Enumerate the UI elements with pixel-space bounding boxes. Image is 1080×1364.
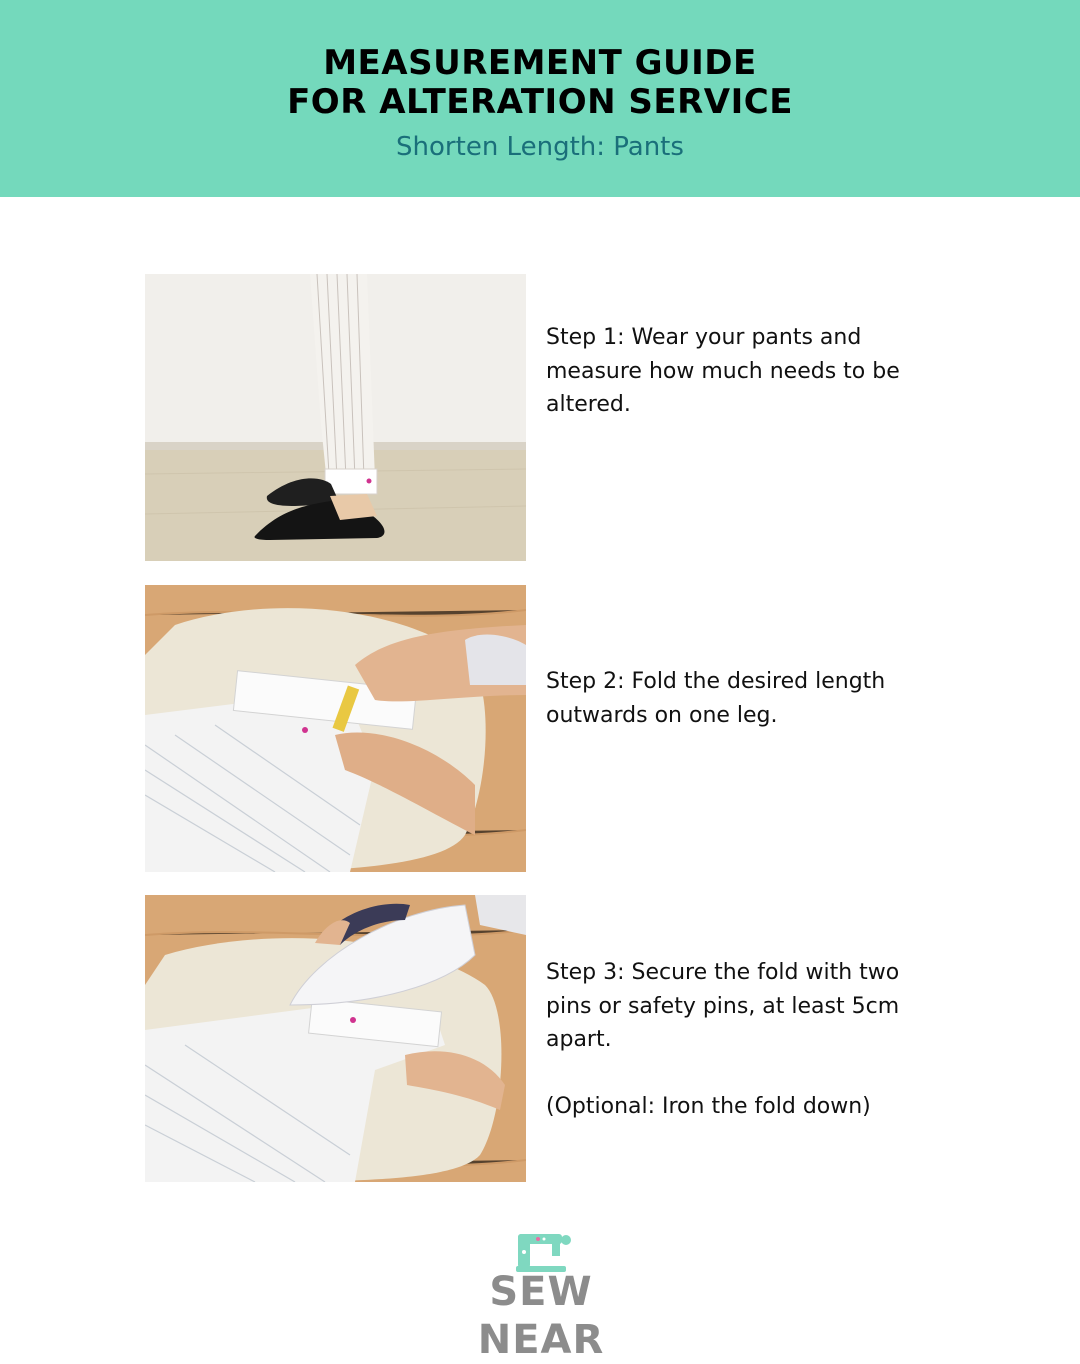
step-3-note: (Optional: Iron the fold down)	[546, 1093, 871, 1119]
step-1-text	[546, 321, 946, 422]
step-3-photo	[145, 895, 526, 1182]
sew-near-logo	[430, 1228, 652, 1363]
title-line-2: FOR ALTERATION SERVICE	[287, 82, 793, 122]
step-3-instruction: Step 3: Secure the fold with two pins or safety pins, at least 5cm apart.	[546, 960, 900, 1052]
page-title	[0, 44, 1080, 122]
step-2-instruction: Step 2: Fold the desired length outwards on one leg.	[546, 669, 886, 728]
step-2-photo	[145, 585, 526, 872]
step-3-text	[546, 956, 946, 1123]
title-line-1: MEASUREMENT GUIDE	[323, 43, 757, 83]
step-2-text	[546, 665, 946, 732]
step-1-instruction: Step 1: Wear your pants and measure how much needs to be altered.	[546, 325, 900, 417]
page-subtitle: Shorten Length: Pants	[396, 132, 684, 162]
logo-text: SEW NEAR	[477, 1269, 605, 1363]
step-1-photo	[145, 274, 526, 561]
